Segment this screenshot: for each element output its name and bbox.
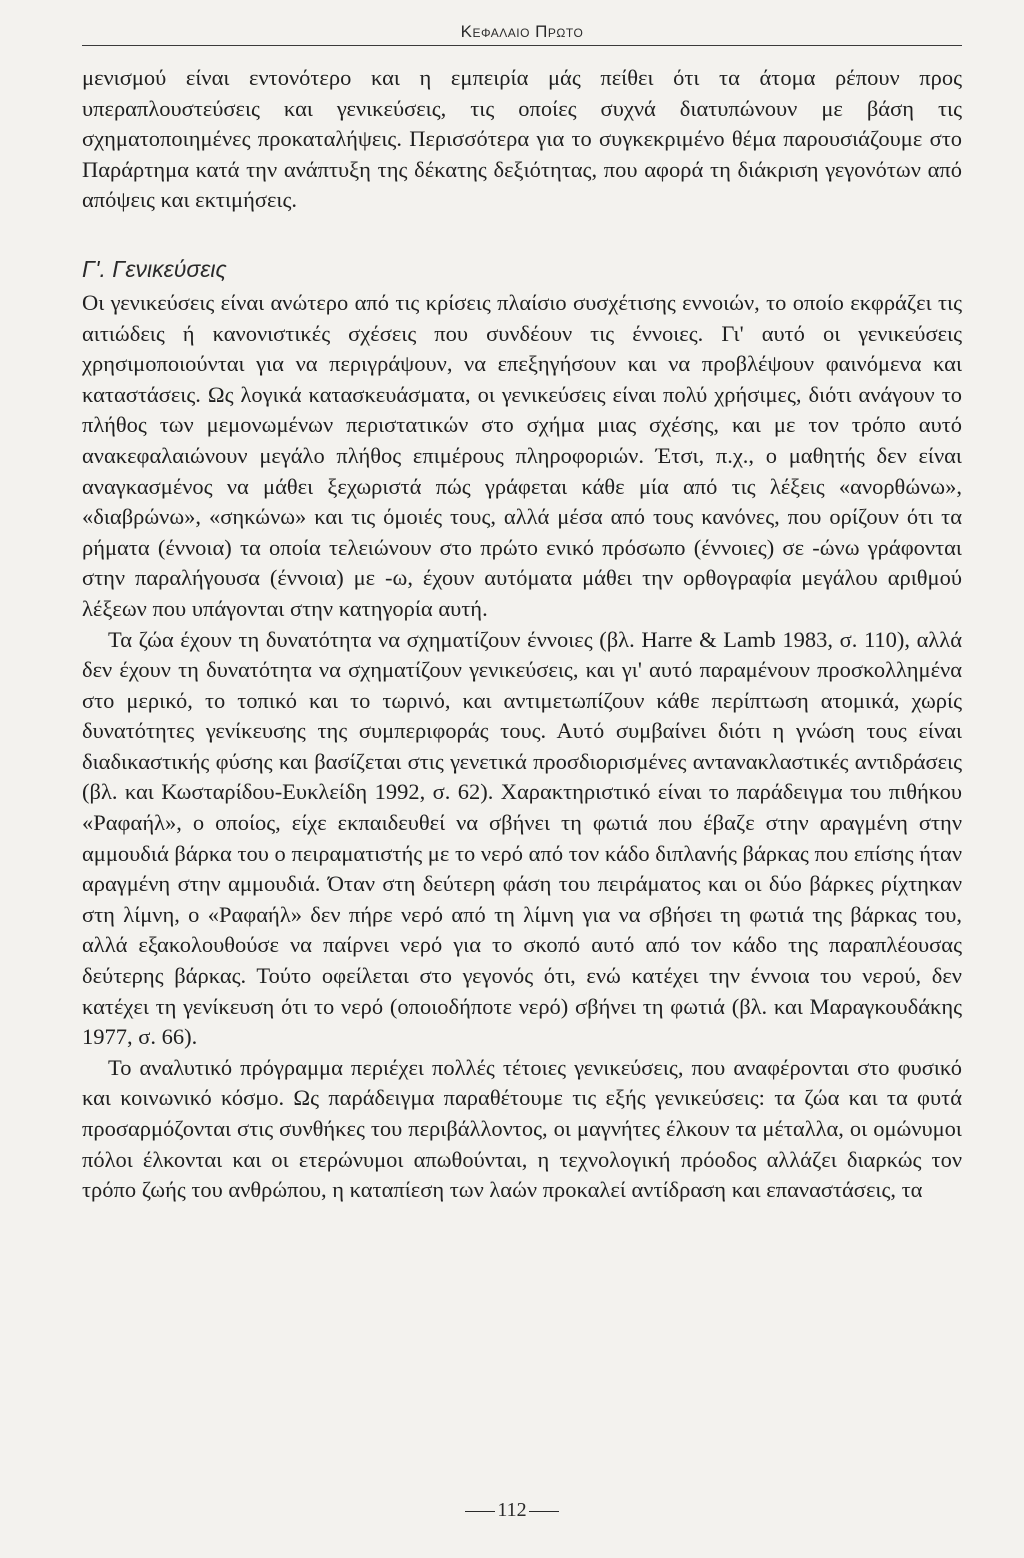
page-number-dash-left bbox=[465, 1511, 495, 1512]
paragraph-intro: μενισμού είναι εντονότερο και η εμπειρία μάς πείθει ότι τα άτομα ρέπουν προς υπεραπλουστεύσεις και γενικεύσεις, τις οποίες συχνά διατυπώνουν με βάση τις σχηματοποιημένες προκαταλήψεις. Περισσότερα για το συγκεκριμένο θέμα παρουσιάζουμε στο Παράρτημα κατά την ανάπτυξη της δέκατης δεξιότητας, που αφορά τη διάκριση γεγονότων από απόψεις και εκτιμήσεις. bbox=[82, 65, 962, 213]
page-number-value: 112 bbox=[497, 1499, 527, 1521]
page-body bbox=[82, 63, 962, 1206]
chapter-header: Κεφαλαιο Πρωτο bbox=[460, 22, 584, 41]
paragraph-2: Τα ζώα έχουν τη δυνατότητα να σχηματίζουν έννοιες (βλ. Harre & Lamb 1983, σ. 110), αλλά δεν έχουν τη δυνατότητα να σχηματίζουν γενικεύσεις, και γι' αυτό παραμένουν προσκολλημένα στο μερικό, το τοπικό και το τωρινό, και αντιμετωπίζουν κάθε περίπτωση ατομικά, χωρίς δυνατότητες γενίκευσης της συμπεριφοράς τους. Αυτό συμβαίνει διότι η γνώση τους είναι διαδικαστικής φύσης και βασίζεται στις γενετικά προσδιορισμένες αντανακλαστικές αντιδράσεις (βλ. και Κωσταρίδου-Ευκλείδη 1992, σ. 62). Χαρακτηριστικό είναι το παράδειγμα του πιθήκου «Ραφαήλ», ο οποίος, είχε εκπαιδευθεί να σβήνει τη φωτιά που έβαζε στην αραγμένη στην αμμουδιά βάρκα του ο πειραματιστής με το νερό από τον κάδο διπλανής βάρκας που επίσης ήταν αραγμένη στην αμμουδιά. Όταν στη δεύτερη φάση του πειράματος και οι δύο βάρκες ρίχτηκαν στη λίμνη, ο «Ραφαήλ» δεν πήρε νερό από τη λίμνη για να σβήσει τη φωτιά της βάρκας του, αλλά εξακολουθούσε να παίρνει νερό για το σκοπό αυτό από τον κάδο της παραπλέουσας δεύτερης βάρκας. Τούτο οφείλεται στο γεγονός ότι, ενώ κατέχει την έννοια του νερού, δεν κατέχει τη γενίκευση ότι το νερό (οποιοδήποτε νερό) σβήνει τη φωτιά (βλ. και Μαραγκουδάκης 1977, σ. 66). bbox=[82, 626, 962, 1050]
page-number bbox=[0, 1499, 1024, 1522]
section-heading: Γ'. Γενικεύσεις bbox=[82, 255, 227, 282]
header-rule bbox=[82, 45, 962, 46]
paragraph-1: Οι γενικεύσεις είναι ανώτερο από τις κρίσεις πλαίσιο συσχέτισης εννοιών, το οποίο εκφράζει τις αιτιώδεις ή κανονιστικές σχέσεις που συνδέουν τις έννοιες. Γι' αυτό οι γενικεύσεις χρησιμοποιούνται για να περιγράψουν, να επεξηγήσουν και να προβλέψουν φαινόμενα και καταστάσεις. Ως λογικά κατασκευάσματα, οι γενικεύσεις είναι πολύ χρήσιμες, διότι ανάγουν το πλήθος των μεμονωμένων περιστατικών στο σχήμα μιας σχέσης, και με τον τρόπο αυτό ανακεφαλαιώνουν μεγάλο πλήθος επιμέρους πληροφοριών. Έτσι, π.χ., ο μαθητής δεν είναι αναγκασμένος να μάθει ξεχωριστά πώς γράφεται κάθε μία από τις λέξεις «ανορθώνω», «διαβρώνω», «σηκώνω» και τις όμοιές τους, αλλά μέσα από τους κανόνες, που ορίζουν ότι τα ρήματα (έννοια) τα οποία τελειώνουν στο πρώτο ενικό πρόσωπο (έννοιες) σε -ώνω γράφονται στην παραλήγουσα (έννοια) με -ω, έχουν αυτόματα μάθει την ορθογραφία μεγάλου αριθμού λέξεων που υπάγονται στην κατηγορία αυτή. bbox=[82, 289, 962, 621]
paragraph-3: Το αναλυτικό πρόγραμμα περιέχει πολλές τέτοιες γενικεύσεις, που αναφέρονται στο φυσικό και κοινωνικό κόσμο. Ως παράδειγμα παραθέτουμε τις εξής γενικεύσεις: τα ζώα και τα φυτά προσαρμόζονται στις συνθήκες του περιβάλλοντος, οι μαγνήτες έλκουν τα μέταλλα, οι ομώνυμοι πόλοι έλκονται και οι ετερώνυμοι απωθούνται, η τεχνολογική πρόοδος αλλάζει διαρκώς τον τρόπο ζωής του ανθρώπου, η καταπίεση των λαών προκαλεί αντίδραση και επαναστάσεις, τα bbox=[82, 1054, 962, 1203]
page-number-dash-right bbox=[529, 1511, 559, 1512]
